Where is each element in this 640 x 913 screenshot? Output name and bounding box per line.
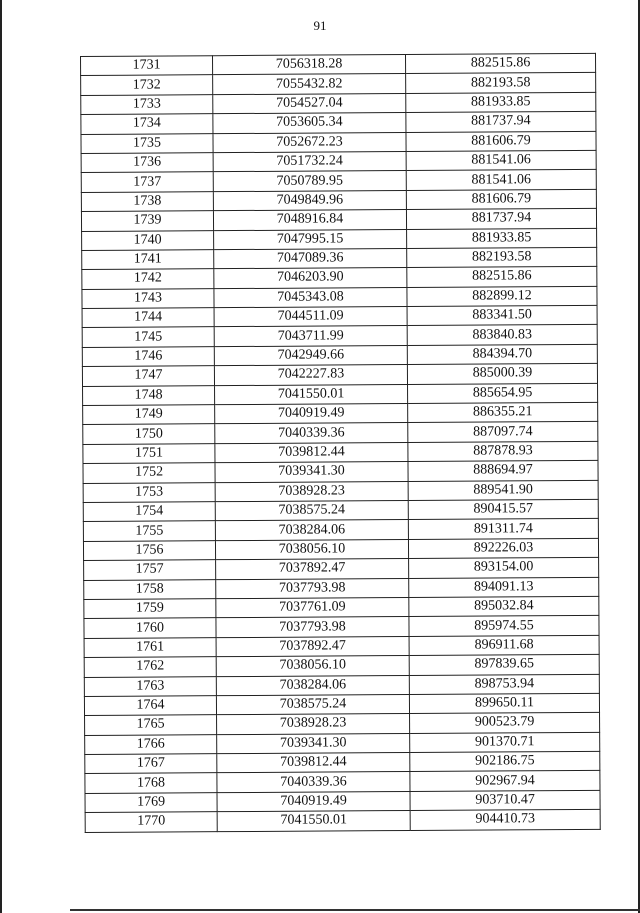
- point-number-cell: 1747: [82, 366, 214, 386]
- y-coordinate-cell: 882193.58: [406, 73, 596, 94]
- point-number-cell: 1762: [84, 657, 216, 677]
- point-number-cell: 1738: [81, 191, 213, 211]
- point-number-cell: 1749: [83, 405, 215, 425]
- x-coordinate-cell: 7039812.44: [215, 442, 408, 463]
- x-coordinate-cell: 7055432.82: [213, 74, 406, 95]
- table-row: [83, 402, 598, 425]
- table-row: [82, 286, 597, 309]
- table-row: [84, 693, 599, 716]
- table-row: [81, 112, 596, 135]
- y-coordinate-cell: 881606.79: [406, 189, 596, 210]
- x-coordinate-cell: 7048916.84: [213, 210, 406, 231]
- x-coordinate-cell: 7040339.36: [215, 423, 408, 444]
- y-coordinate-cell: 883341.50: [407, 305, 597, 326]
- table-row: [84, 635, 599, 658]
- x-coordinate-cell: 7037892.47: [216, 636, 409, 657]
- x-coordinate-cell: 7042949.66: [214, 345, 407, 366]
- coordinate-table-body: [81, 53, 601, 832]
- table-row: [83, 461, 598, 484]
- point-number-cell: 1750: [83, 424, 215, 444]
- table-row: [85, 790, 600, 813]
- x-coordinate-cell: 7037761.09: [216, 597, 409, 618]
- y-coordinate-cell: 898753.94: [409, 674, 599, 695]
- y-coordinate-cell: 881737.94: [406, 208, 596, 229]
- point-number-cell: 1765: [85, 715, 217, 735]
- point-number-cell: 1759: [84, 599, 216, 619]
- y-coordinate-cell: 881933.85: [406, 92, 596, 113]
- point-number-cell: 1757: [84, 560, 216, 580]
- y-coordinate-cell: 881606.79: [406, 131, 596, 152]
- x-coordinate-cell: 7038928.23: [215, 481, 408, 502]
- table-row: [82, 228, 597, 251]
- y-coordinate-cell: 891311.74: [408, 519, 598, 540]
- y-coordinate-cell: 903710.47: [410, 790, 600, 811]
- y-coordinate-cell: 890415.57: [408, 499, 598, 520]
- x-coordinate-cell: 7047089.36: [214, 248, 407, 269]
- x-coordinate-cell: 7051732.24: [213, 151, 406, 172]
- table-row: [83, 480, 598, 503]
- table-row: [84, 557, 599, 580]
- coordinate-table-container: [80, 53, 600, 833]
- y-coordinate-cell: 904410.73: [410, 810, 600, 831]
- point-number-cell: 1732: [81, 75, 213, 95]
- point-number-cell: 1743: [82, 288, 214, 308]
- point-number-cell: 1761: [84, 637, 216, 657]
- y-coordinate-cell: 882515.86: [405, 53, 595, 74]
- x-coordinate-cell: 7038575.24: [215, 500, 408, 521]
- table-row: [83, 499, 598, 522]
- y-coordinate-cell: 882899.12: [407, 286, 597, 307]
- y-coordinate-cell: 881737.94: [406, 112, 596, 133]
- y-coordinate-cell: 887097.74: [408, 422, 598, 443]
- x-coordinate-cell: 7040339.36: [217, 772, 410, 793]
- x-coordinate-cell: 7038284.06: [215, 520, 408, 541]
- point-number-cell: 1735: [81, 133, 213, 153]
- table-row: [82, 267, 597, 290]
- table-row: [82, 364, 597, 387]
- x-coordinate-cell: 7053605.34: [213, 113, 406, 134]
- point-number-cell: 1763: [84, 676, 216, 696]
- y-coordinate-cell: 881933.85: [407, 228, 597, 249]
- x-coordinate-cell: 7038284.06: [216, 675, 409, 696]
- table-row: [84, 596, 599, 619]
- table-row: [81, 92, 596, 115]
- y-coordinate-cell: 887878.93: [408, 441, 598, 462]
- table-row: [82, 305, 597, 328]
- x-coordinate-cell: 7045343.08: [214, 287, 407, 308]
- table-row: [83, 538, 598, 561]
- y-coordinate-cell: 881541.06: [406, 170, 596, 191]
- x-coordinate-cell: 7040919.49: [217, 791, 410, 812]
- x-coordinate-cell: 7052672.23: [213, 132, 406, 153]
- y-coordinate-cell: 884394.70: [407, 344, 597, 365]
- y-coordinate-cell: 902186.75: [410, 751, 600, 772]
- scan-bottom-border: [70, 909, 640, 911]
- table-row: [81, 73, 596, 96]
- y-coordinate-cell: 886355.21: [408, 402, 598, 423]
- y-coordinate-cell: 882515.86: [407, 267, 597, 288]
- point-number-cell: 1744: [82, 308, 214, 328]
- x-coordinate-cell: 7037793.98: [216, 617, 409, 638]
- point-number-cell: 1737: [81, 172, 213, 192]
- x-coordinate-cell: 7040919.49: [215, 404, 408, 425]
- table-row: [82, 325, 597, 348]
- x-coordinate-cell: 7037793.98: [216, 578, 409, 599]
- x-coordinate-cell: 7037892.47: [216, 559, 409, 580]
- x-coordinate-cell: 7049849.96: [213, 190, 406, 211]
- x-coordinate-cell: 7041550.01: [217, 811, 410, 832]
- point-number-cell: 1741: [82, 250, 214, 270]
- x-coordinate-cell: 7047995.15: [214, 229, 407, 250]
- point-number-cell: 1742: [82, 269, 214, 289]
- y-coordinate-cell: 894091.13: [409, 577, 599, 598]
- point-number-cell: 1760: [84, 618, 216, 638]
- y-coordinate-cell: 902967.94: [410, 771, 600, 792]
- x-coordinate-cell: 7050789.95: [213, 171, 406, 192]
- point-number-cell: 1764: [84, 696, 216, 716]
- x-coordinate-cell: 7046203.90: [214, 268, 407, 289]
- y-coordinate-cell: 888694.97: [408, 461, 598, 482]
- x-coordinate-cell: 7038056.10: [216, 656, 409, 677]
- y-coordinate-cell: 881541.06: [406, 150, 596, 171]
- point-number-cell: 1740: [82, 230, 214, 250]
- point-number-cell: 1756: [83, 540, 215, 560]
- point-number-cell: 1739: [81, 211, 213, 231]
- y-coordinate-cell: 897839.65: [409, 654, 599, 675]
- coordinate-table: [80, 53, 601, 833]
- x-coordinate-cell: 7038928.23: [217, 714, 410, 735]
- table-row: [84, 577, 599, 600]
- y-coordinate-cell: 899650.11: [409, 693, 599, 714]
- page-number: 91: [313, 18, 327, 33]
- point-number-cell: 1758: [84, 579, 216, 599]
- y-coordinate-cell: 895032.84: [409, 596, 599, 617]
- x-coordinate-cell: 7042227.83: [214, 365, 407, 386]
- point-number-cell: 1768: [85, 773, 217, 793]
- x-coordinate-cell: 7043711.99: [214, 326, 407, 347]
- x-coordinate-cell: 7044511.09: [214, 307, 407, 328]
- table-row: [82, 344, 597, 367]
- point-number-cell: 1769: [85, 793, 217, 813]
- x-coordinate-cell: 7056318.28: [213, 55, 406, 76]
- point-number-cell: 1754: [83, 502, 215, 522]
- y-coordinate-cell: 892226.03: [408, 538, 598, 559]
- table-row: [84, 674, 599, 697]
- x-coordinate-cell: 7041550.01: [215, 384, 408, 405]
- y-coordinate-cell: 900523.79: [410, 713, 600, 734]
- point-number-cell: 1755: [83, 521, 215, 541]
- table-row: [83, 441, 598, 464]
- y-coordinate-cell: 896911.68: [409, 635, 599, 656]
- point-number-cell: 1751: [83, 443, 215, 463]
- point-number-cell: 1770: [85, 812, 217, 832]
- table-row: [85, 771, 600, 794]
- point-number-cell: 1748: [83, 385, 215, 405]
- y-coordinate-cell: 893154.00: [409, 557, 599, 578]
- point-number-cell: 1736: [81, 153, 213, 173]
- table-row: [84, 654, 599, 677]
- table-row: [81, 208, 596, 231]
- table-row: [83, 519, 598, 542]
- point-number-cell: 1753: [83, 482, 215, 502]
- table-row: [81, 189, 596, 212]
- table-row: [85, 732, 600, 755]
- x-coordinate-cell: 7039341.30: [215, 462, 408, 483]
- point-number-cell: 1752: [83, 463, 215, 483]
- table-row: [85, 713, 600, 736]
- y-coordinate-cell: 885654.95: [408, 383, 598, 404]
- table-row: [85, 751, 600, 774]
- point-number-cell: 1734: [81, 114, 213, 134]
- point-number-cell: 1746: [82, 347, 214, 367]
- x-coordinate-cell: 7039341.30: [217, 733, 410, 754]
- point-number-cell: 1745: [82, 327, 214, 347]
- x-coordinate-cell: 7054527.04: [213, 93, 406, 114]
- x-coordinate-cell: 7038575.24: [216, 694, 409, 715]
- table-row: [81, 150, 596, 173]
- x-coordinate-cell: 7038056.10: [215, 539, 408, 560]
- table-row: [83, 383, 598, 406]
- x-coordinate-cell: 7039812.44: [217, 753, 410, 774]
- table-row: [81, 131, 596, 154]
- table-row: [81, 53, 596, 76]
- y-coordinate-cell: 901370.71: [410, 732, 600, 753]
- table-row: [82, 247, 597, 270]
- point-number-cell: 1767: [85, 754, 217, 774]
- point-number-cell: 1731: [81, 56, 213, 76]
- table-row: [84, 616, 599, 639]
- point-number-cell: 1766: [85, 734, 217, 754]
- y-coordinate-cell: 882193.58: [407, 247, 597, 268]
- y-coordinate-cell: 895974.55: [409, 616, 599, 637]
- y-coordinate-cell: 889541.90: [408, 480, 598, 501]
- table-row: [85, 810, 600, 833]
- table-row: [83, 422, 598, 445]
- y-coordinate-cell: 885000.39: [407, 364, 597, 385]
- scan-left-border: [0, 0, 2, 913]
- table-row: [81, 170, 596, 193]
- point-number-cell: 1733: [81, 94, 213, 114]
- y-coordinate-cell: 883840.83: [407, 325, 597, 346]
